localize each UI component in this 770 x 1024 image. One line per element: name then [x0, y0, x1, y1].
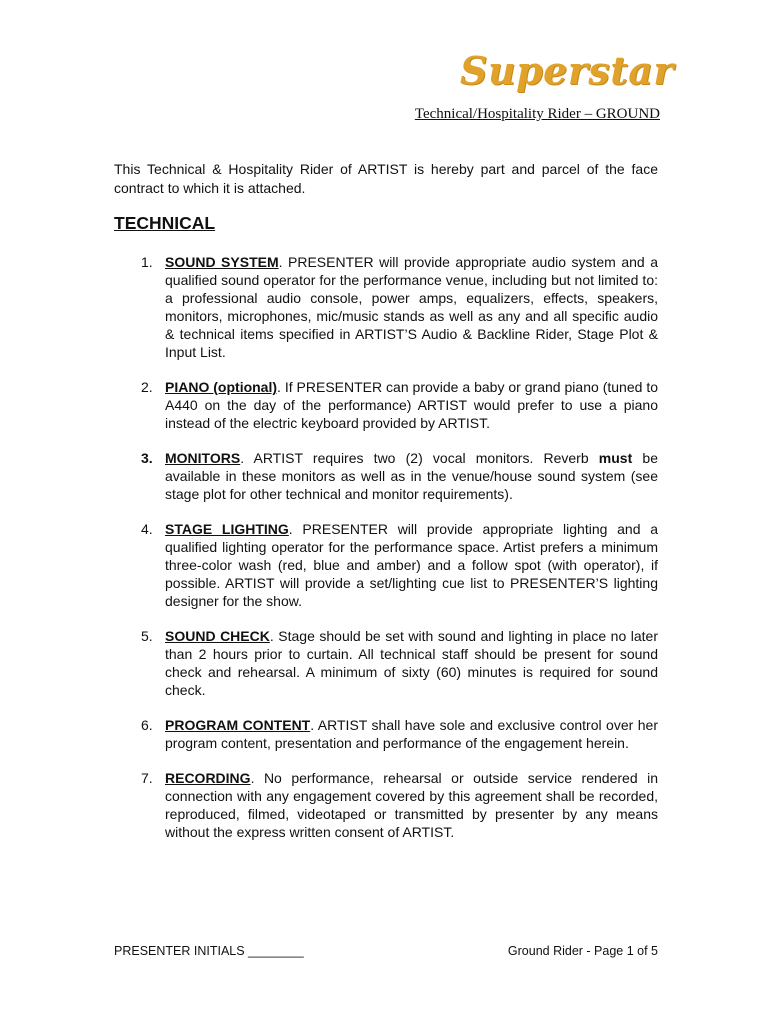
list-item-piano [114, 378, 658, 432]
list-item-stage-lighting [114, 520, 658, 610]
item-title: STAGE LIGHTING [165, 521, 289, 537]
list-item-recording [114, 769, 658, 841]
item-number: 7. [141, 770, 153, 786]
list-item-sound-check [114, 627, 658, 699]
item-number: 2. [141, 379, 153, 395]
document-title: Technical/Hospitality Rider – GROUND [414, 106, 660, 122]
technical-items-list [114, 253, 658, 858]
item-number: 5. [141, 628, 153, 644]
item-title: MONITORS [165, 450, 241, 466]
item-title: SOUND CHECK [165, 628, 270, 644]
item-text-continued: be available in these monitors as well as in the venue/house sound system (see stage plot for other technical and monitor requirements). [165, 450, 658, 502]
item-number: 1. [141, 254, 153, 270]
page-number: Ground Rider - Page 1 of 5 [507, 944, 658, 958]
item-title: RECORDING [165, 770, 251, 786]
superstar-logo: Superstar [460, 48, 674, 93]
list-item-monitors [114, 449, 658, 503]
item-emphasis: must [598, 450, 633, 466]
item-text: . ARTIST requires two (2) vocal monitors. Reverb [240, 450, 599, 466]
item-text: . PRESENTER will provide appropriate lighting and a qualified lighting operator for the performance space. Artist prefers a minimum three-color wash (red, blue and amber) and a follow spot (with operator), if possible. ARTIST will provide a set/lighting cue list to PRESENTER’S lighting designer for the show. [165, 521, 658, 609]
item-text: . ARTIST shall have sole and exclusive control over her program content, presentation and performance of the engagement herein. [165, 717, 658, 751]
item-text: . No performance, rehearsal or outside service rendered in connection with any engagement covered by this agreement shall be recorded, reproduced, filmed, videotaped or transmitted by presenter by any means without the express written consent of ARTIST. [165, 770, 658, 840]
list-item-program-content [114, 716, 658, 752]
item-title: SOUND SYSTEM [165, 254, 279, 270]
item-number: 4. [141, 521, 153, 537]
list-item-sound-system [114, 253, 658, 361]
item-number: 6. [141, 717, 153, 733]
item-text: . If PRESENTER can provide a baby or grand piano (tuned to A440 on the day of the performance) ARTIST would prefer to use a piano instead of the electric keyboard provided by ARTIST. [165, 379, 658, 431]
item-text: . Stage should be set with sound and lighting in place no later than 2 hours prior to curtain. All technical staff should be present for sound check and rehearsal. A minimum of sixty (60) minutes is required for sound check. [165, 628, 658, 698]
section-heading-technical: TECHNICAL [114, 213, 216, 233]
item-number: 3. [141, 450, 153, 466]
item-title: PROGRAM CONTENT [165, 717, 311, 733]
intro-paragraph: This Technical & Hospitality Rider of ARTIST is hereby part and parcel of the face contract to which it is attached. [114, 161, 658, 196]
presenter-initials: PRESENTER INITIALS ________ [114, 944, 304, 958]
item-title: PIANO (optional) [165, 379, 278, 395]
item-text: . PRESENTER will provide appropriate audio system and a qualified sound operator for the performance venue, including but not limited to: a professional audio console, power amps, equalizers, effects, speakers, monitors, microphones, mic/music stands as well as any and all specific audio & technical items specified in ARTIST’S Audio & Backline Rider, Stage Plot & Input List. [165, 254, 658, 360]
